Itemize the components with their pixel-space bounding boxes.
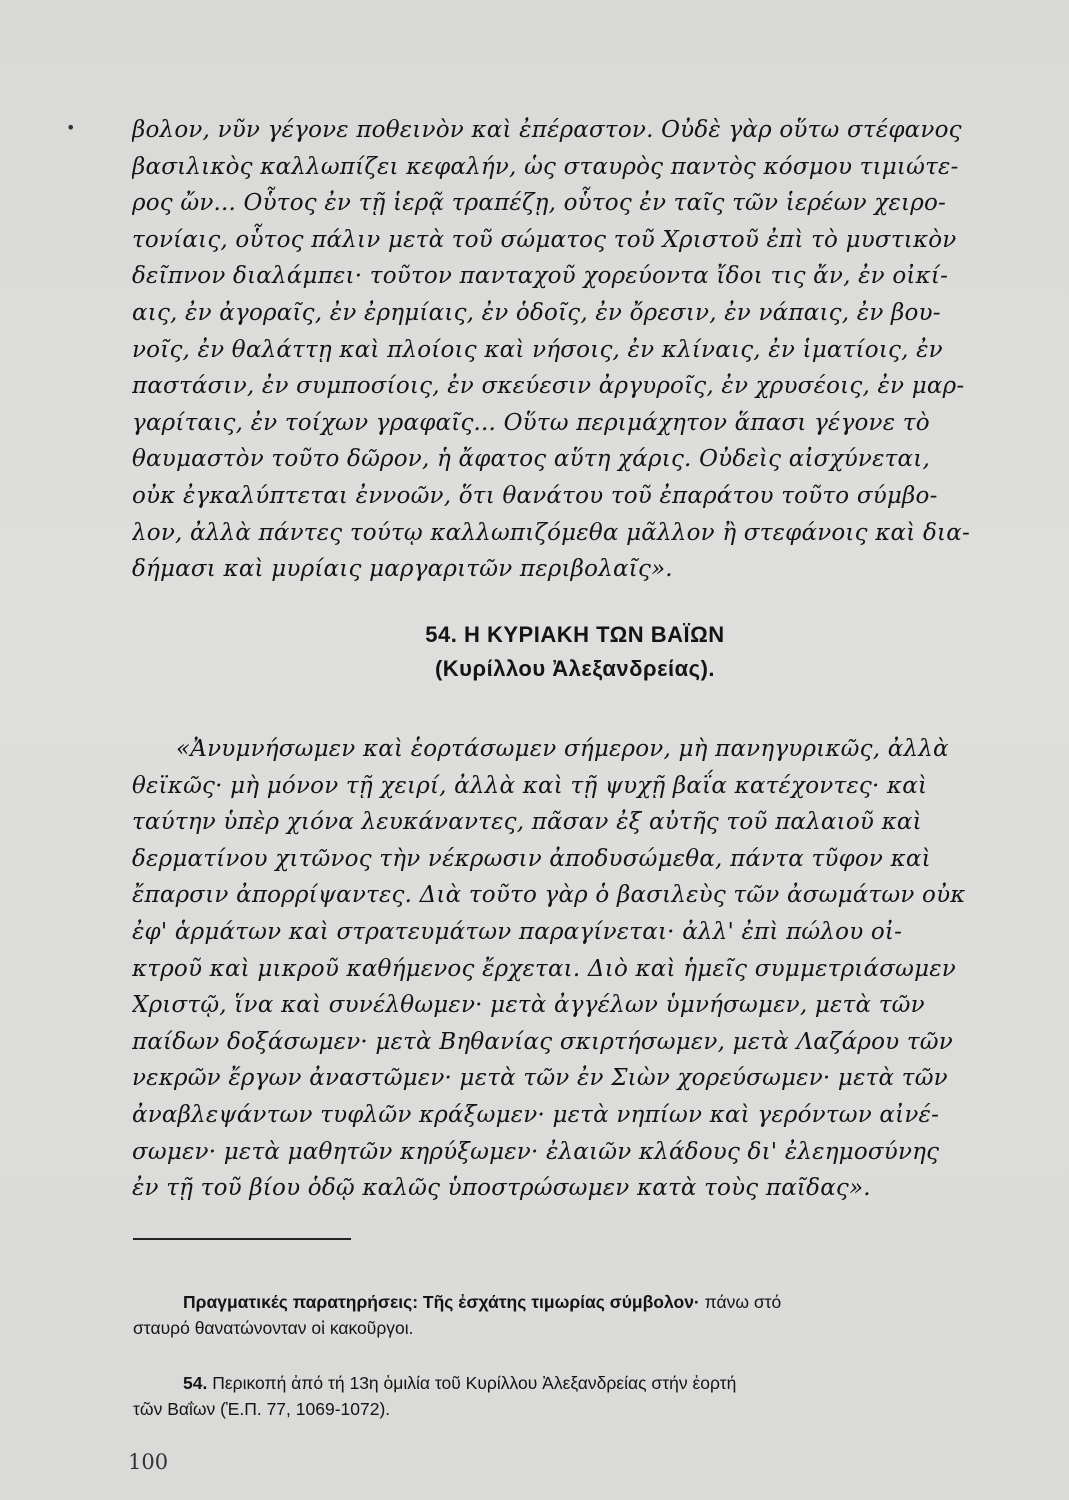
section-subheading: (Κυρίλλου Ἀλεξανδρείας). <box>434 656 716 681</box>
footnote-text: πάνω στό <box>699 1292 782 1312</box>
footnote-line <box>133 1289 1013 1315</box>
text-line: θαυμαστὸν τοῦτο δῶρον, ἡ ἄφατος αὕτη χάρις. Οὐδεὶς αἰσχύνεται, <box>132 446 930 473</box>
page-number: 100 <box>128 1450 169 1474</box>
footnote-label: Πραγματικές παρατηρήσεις: Τῆς ἐσχάτης τιμωρίας σύμβολον· <box>183 1292 700 1312</box>
text-line: νεκρῶν ἔργων ἀναστῶμεν· μετὰ τῶν ἐν Σιὼν χορεύσωμεν· μετὰ τῶν <box>132 1065 948 1092</box>
text-line: κτροῦ καὶ μικροῦ καθήμενος ἔρχεται. Διὸ καὶ ἡμεῖς συμμετριάσωμεν <box>132 955 956 982</box>
footnote-divider <box>133 1238 351 1240</box>
section-heading: 54. Η ΚΥΡΙΑΚΗ ΤΩΝ ΒΑΪΩΝ <box>425 622 725 647</box>
footnote-line: τῶν Βαΐων (Ἑ.Π. 77, 1069-1072). <box>133 1399 391 1419</box>
text-line: αις, ἐν ἀγοραῖς, ἐν ἐρημίαις, ἐν ὁδοῖς, ἐν ὄρεσιν, ἐν νάπαις, ἐν βου- <box>132 299 941 326</box>
paragraph-continuation <box>132 112 1018 588</box>
text-line: ρος ὤν... Οὗτος ἐν τῇ ἱερᾷ τραπέζῃ, οὗτος ἐν ταῖς τῶν ἱερέων χειρο- <box>132 190 946 217</box>
footnote-practical-remarks <box>133 1289 1013 1341</box>
text-line: ταύτην ὑπὲρ χιόνα λευκάναντες, πᾶσαν ἐξ αὐτῆς τοῦ παλαιοῦ καὶ <box>132 809 922 836</box>
text-line: ἐν τῇ τοῦ βίου ὁδῷ καλῶς ὑποστρώσωμεν κατὰ τοὺς παῖδας». <box>132 1175 871 1202</box>
text-line: σωμεν· μετὰ μαθητῶν κηρύξωμεν· ἐλαιῶν κλάδους δι' ἐλεημοσύνης <box>132 1138 940 1165</box>
text-line: τονίαις, οὗτος πάλιν μετὰ τοῦ σώματος τοῦ Χριστοῦ ἐπὶ τὸ μυστικὸν <box>132 226 957 253</box>
text-line: βολον, νῦν γέγονε ποθεινὸν καὶ ἐπέραστον. Οὐδὲ γὰρ οὕτω στέφανος <box>132 117 962 143</box>
text-line: νοῖς, ἐν θαλάττῃ καὶ πλοίοις καὶ νήσοις, ἐν κλίναις, ἐν ἱματίοις, ἐν <box>132 336 943 363</box>
text-line: ἀναβλεψάντων τυφλῶν κράξωμεν· μετὰ νηπίων καὶ γερόντων αἰνέ- <box>132 1101 940 1128</box>
text-line: δήμασι καὶ μυρίαις μαργαριτῶν περιβολαῖς». <box>132 556 673 583</box>
footnote-source <box>133 1370 1013 1422</box>
text-line: λον, ἀλλὰ πάντες τούτῳ καλλωπιζόμεθα μᾶλλον ἢ στεφάνοις καὶ δια- <box>132 519 970 546</box>
text-line: ἔπαρσιν ἀπορρίψαντες. Διὰ τοῦτο γὰρ ὁ βασιλεὺς τῶν ἀσωμάτων οὐκ <box>132 882 966 909</box>
paragraph-quotation <box>132 731 1018 1207</box>
footnote-number: 54. <box>183 1373 208 1393</box>
text-line: δερματίνου χιτῶνος τὴν νέκρωσιν ἀποδυσώμεθα, πάντα τῦφον καὶ <box>132 845 931 872</box>
text-line: βασιλικὸς καλλωπίζει κεφαλήν, ὡς σταυρὸς παντὸς κόσμου τιμιώτε- <box>132 153 959 180</box>
footnote-line: σταυρό θανατώνονταν οἱ κακοῦργοι. <box>133 1318 414 1338</box>
text-line: δεῖπνον διαλάμπει· τοῦτον πανταχοῦ χορεύοντα ἴδοι τις ἄν, ἐν οἰκί- <box>132 263 949 290</box>
text-line: γαρίταις, ἐν τοίχων γραφαῖς... Οὕτω περιμάχητον ἅπασι γέγονε τὸ <box>132 409 930 436</box>
text-line: παστάσιν, ἐν συμποσίοις, ἐν σκεύεσιν ἀργυροῖς, ἐν χρυσέοις, ἐν μαρ- <box>132 373 965 400</box>
text-line: «Ἀνυμνήσωμεν καὶ ἑορτάσωμεν σήμερον, μὴ πανηγυρικῶς, ἀλλὰ <box>176 736 949 762</box>
text-line: παίδων δοξάσωμεν· μετὰ Βηθανίας σκιρτήσωμεν, μετὰ Λαζάρου τῶν <box>132 1028 953 1055</box>
footnote-text: Περικοπή ἀπό τή 13η ὁμιλία τοῦ Κυρίλλου Ἀλεξανδρείας στήν ἑορτή <box>207 1373 737 1393</box>
text-line: Χριστῷ, ἵνα καὶ συνέλθωμεν· μετὰ ἀγγέλων ὑμνήσωμεν, μετὰ τῶν <box>132 992 925 1019</box>
text-line: ἐφ' ἁρμάτων καὶ στρατευμάτων παραγίνεται· ἀλλ' ἐπὶ πώλου οἰ- <box>132 918 903 945</box>
text-line: θεϊκῶς· μὴ μόνον τῇ χειρί, ἀλλὰ καὶ τῇ ψυχῇ βαΐα κατέχοντες· καὶ <box>132 772 928 799</box>
footnote-line <box>133 1370 1013 1396</box>
margin-bullet: • <box>66 118 76 137</box>
text-line: οὐκ ἐγκαλύπτεται ἐννοῶν, ὅτι θανάτου τοῦ ἐπαράτου τοῦτο σύμβο- <box>132 482 938 509</box>
